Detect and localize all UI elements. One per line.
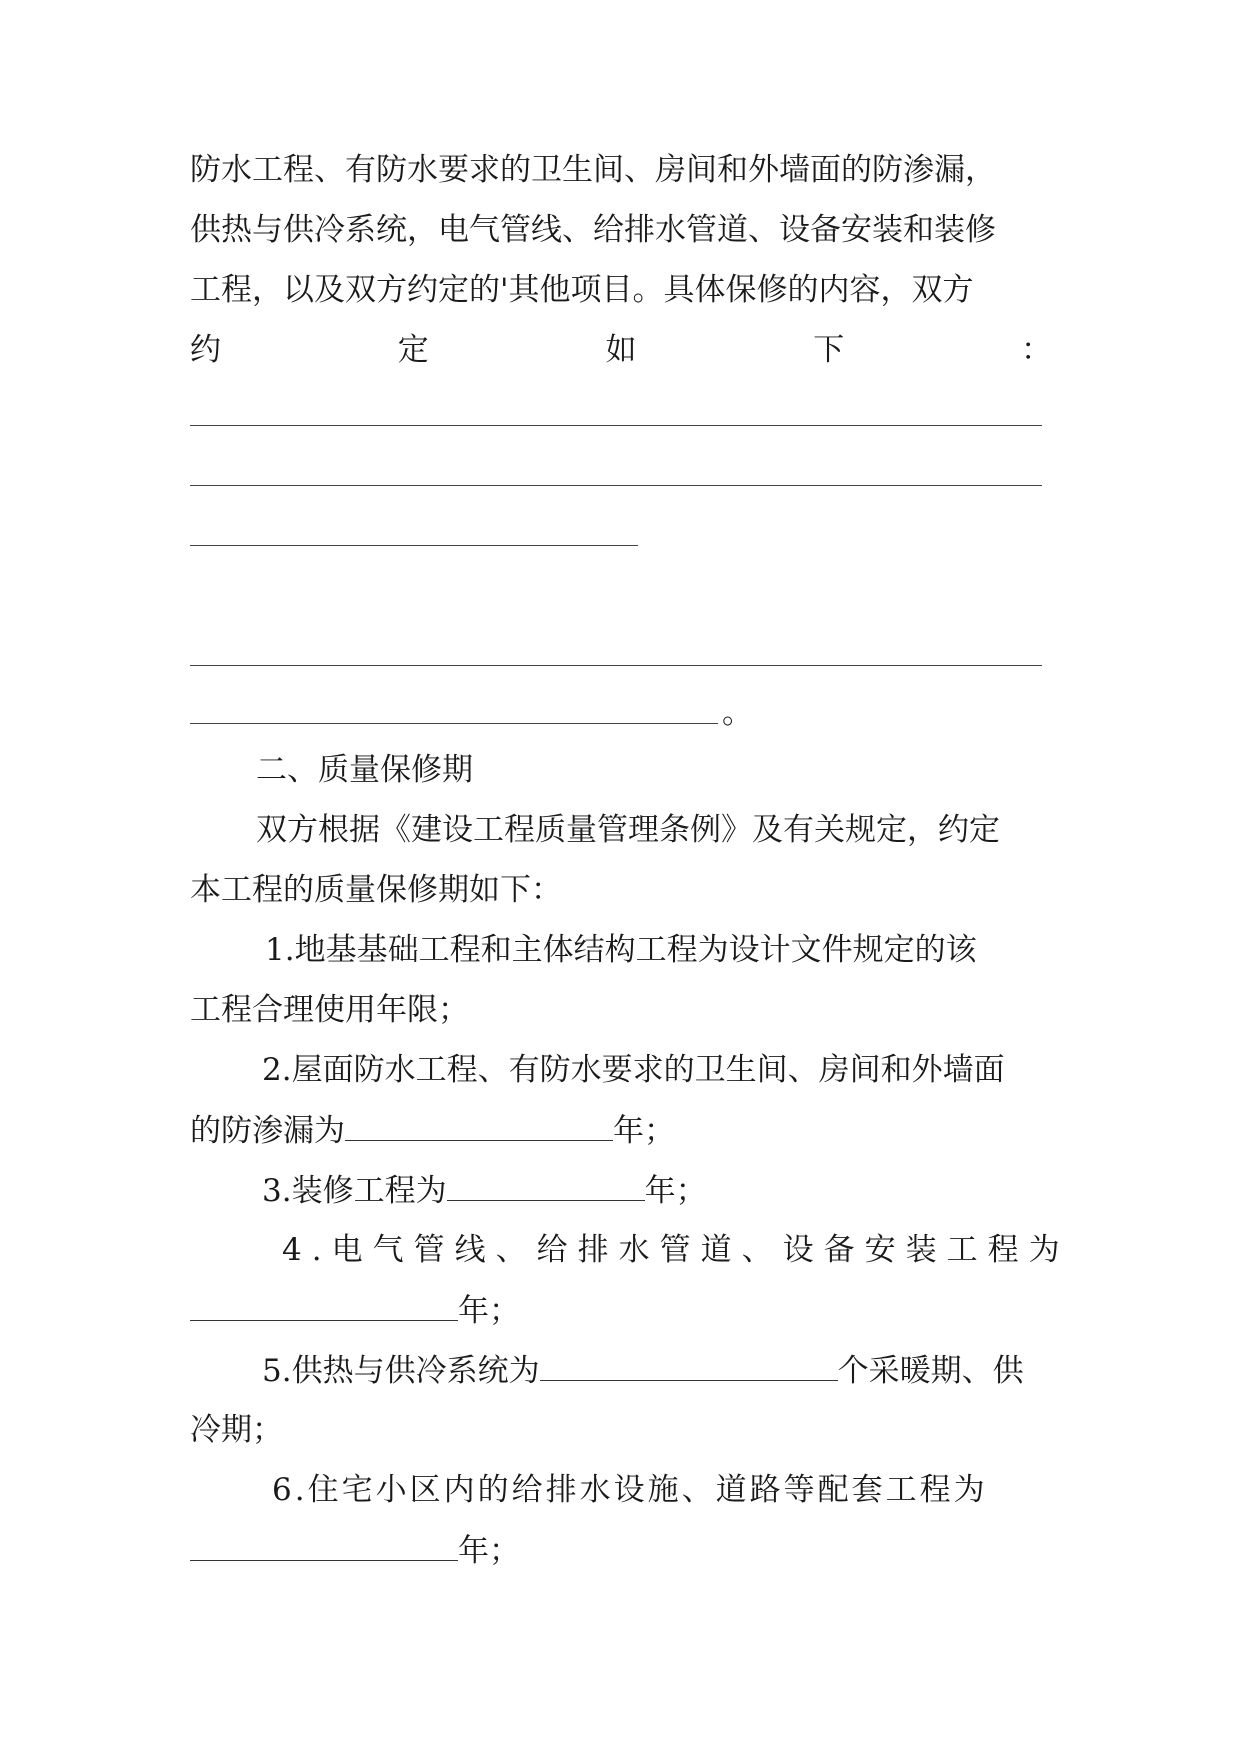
item-6-text: 6.住宅小区内的给排水设施、道路等配套工程为 bbox=[272, 1472, 988, 1508]
fill-in-line[interactable] bbox=[190, 485, 1042, 486]
intro-char: ： bbox=[1021, 332, 1052, 368]
item-5-suffix: 个采暖期、供 bbox=[837, 1353, 1024, 1389]
item-4-line-1 bbox=[282, 1230, 1070, 1270]
item-2-prefix: 的防渗漏为 bbox=[190, 1113, 345, 1149]
fill-in-line[interactable] bbox=[190, 665, 1042, 666]
fill-in-blank[interactable] bbox=[447, 1170, 645, 1201]
item-2-line-1: 2.屋面防水工程、有防水要求的卫生间、房间和外墙面 bbox=[262, 1052, 1005, 1088]
fill-in-line[interactable] bbox=[190, 723, 718, 724]
item-3 bbox=[262, 1170, 707, 1210]
item-5-line-2: 冷期； bbox=[190, 1412, 283, 1448]
item-1-line-1: 1.地基基础工程和主体结构工程为设计文件规定的该 bbox=[265, 932, 977, 968]
paragraph-line-1: 双方根据《建设工程质量管理条例》及有关规定，约定 bbox=[256, 812, 1000, 848]
fill-in-line[interactable] bbox=[190, 425, 1042, 426]
fill-in-blank[interactable] bbox=[190, 1530, 458, 1561]
paragraph-line-2: 本工程的质量保修期如下： bbox=[190, 872, 562, 908]
fill-in-blank[interactable] bbox=[190, 1290, 458, 1321]
end-period: 。 bbox=[722, 695, 753, 731]
intro-line-1: 防水工程、有防水要求的卫生间、房间和外墙面的防渗漏， bbox=[190, 152, 996, 188]
item-5-prefix: 5.供热与供冷系统为 bbox=[262, 1353, 540, 1389]
intro-line-3: 工程，以及双方约定的'其他项目。具体保修的内容，双方 bbox=[190, 272, 974, 308]
fill-in-line[interactable] bbox=[190, 545, 638, 546]
intro-char: 定 bbox=[397, 332, 429, 368]
intro-char: 下 bbox=[813, 332, 845, 368]
item-3-prefix: 3.装修工程为 bbox=[262, 1173, 447, 1209]
fill-in-blank[interactable] bbox=[345, 1110, 613, 1141]
intro-char: 约 bbox=[190, 332, 221, 368]
intro-char: 如 bbox=[605, 332, 637, 368]
item-1-line-2: 工程合理使用年限； bbox=[190, 992, 469, 1028]
item-6-suffix: 年； bbox=[458, 1533, 520, 1569]
item-2-suffix: 年； bbox=[613, 1113, 675, 1149]
item-4-suffix: 年； bbox=[458, 1293, 520, 1329]
item-3-suffix: 年； bbox=[644, 1173, 707, 1209]
item-2-line-2 bbox=[190, 1110, 675, 1150]
item-6-line-2 bbox=[190, 1530, 520, 1570]
fill-in-blank[interactable] bbox=[540, 1350, 838, 1381]
section-heading: 二、质量保修期 bbox=[256, 752, 473, 788]
intro-line-4 bbox=[190, 330, 1052, 370]
item-5-line-1 bbox=[262, 1350, 1024, 1390]
item-6-line-1 bbox=[272, 1470, 988, 1510]
intro-line-2: 供热与供冷系统，电气管线、给排水管道、设备安装和装修 bbox=[190, 212, 996, 248]
item-4-line-2 bbox=[190, 1290, 520, 1330]
item-4-text: 4.电气管线、给排水管道、设备安装工程为 bbox=[282, 1232, 1070, 1268]
